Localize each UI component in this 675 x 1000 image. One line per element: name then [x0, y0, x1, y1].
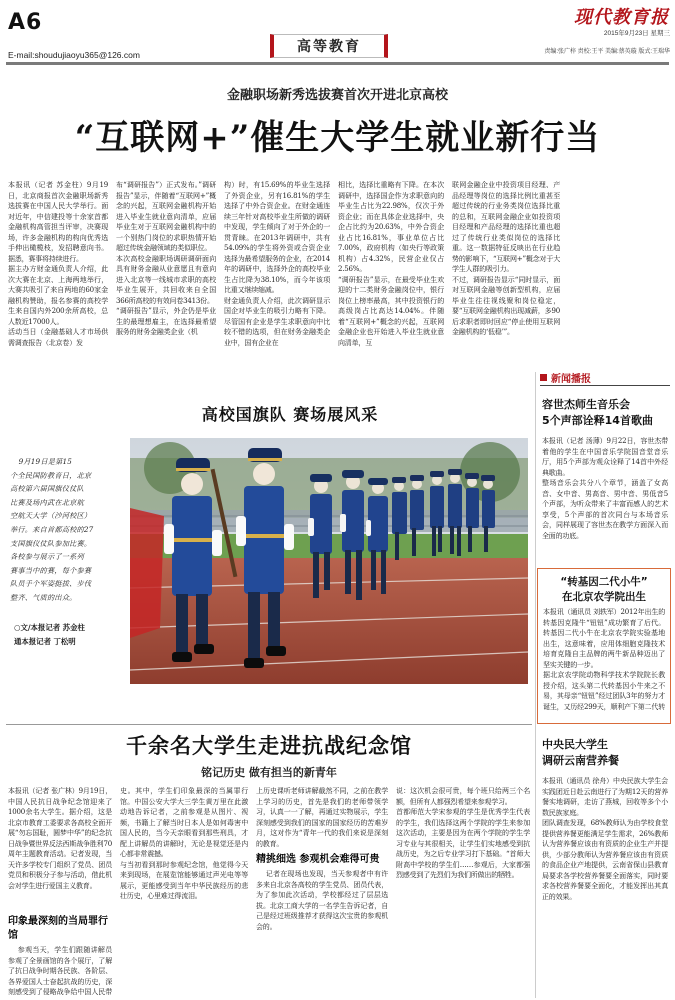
caption-line: 各校参与展示了一系列	[10, 552, 84, 562]
sidebar-divider	[535, 372, 536, 998]
bottom-col3-text: 上历史课听老师讲解截然不同，之前在教学上学习的历史，首先是我们的老师带领学习，认真一一了解，再通过实物展示，学生深刻感受到我们的国家的国家经历的苦难岁月，这对作为“青年一代的我们来说是深刻的教育。	[256, 787, 388, 848]
section-title: 高等教育	[297, 39, 361, 55]
story2-box	[537, 568, 671, 724]
story3-headline-2: 调研云南营养餐	[542, 754, 619, 767]
bottom-subtitle-2: 精挑细选 参观机会难得可贵	[256, 854, 380, 865]
paper-logo: 现代教育报	[574, 7, 669, 28]
photo-headline: 高校国旗队 赛场展风采	[201, 405, 379, 424]
caption-line: 高校第六届国旗仪仗队	[10, 484, 84, 494]
caption-line: 举行。来自首都高校的27	[10, 524, 94, 534]
lead-kicker: 金融职场新秀选拔赛首次开进北京高校	[226, 88, 448, 103]
page-number: A6	[8, 10, 43, 35]
photo-credit-photo: 通本报记者 丁松明	[14, 637, 76, 646]
lead-headline: “互联网+”催生大学生就业新行当	[74, 118, 601, 158]
issue-date: 2015年9月23日 星期三	[603, 30, 670, 37]
bottom-subhead: 铭记历史 做有担当的新青年	[201, 766, 337, 779]
caption-line: 队员手个军姿挺拔、步伐	[10, 579, 92, 589]
bottom-col3-text-b: 记者在现场也发现，当天参观者中有许多来自北京各高校的学生党员、团员代表，为了参加此次活动，学校都经过了层层选拔。北京工商大学的一名学生告诉记者，自己是经过班级推荐才获得这次宝贵的参观机会的。	[256, 870, 388, 931]
story1-kicker: 容世杰师生音乐会	[542, 398, 630, 411]
lead-column-4: 相比，选择比重略有下降。在本次调研中，选择国企作为求职意向的毕业生占比为22.98%，仅次于外资企业；而在具体企业选择中，央企占比约为20.63%，中外合资企业占比16.81%，事业单位占比7.00%，政府机构（如央行等政策机构）占4.32%，民营企业仅占2.56%。 “调研报告”显示，在最受毕业生欢迎的十二类财务金融岗位中，银行岗位上榜率最高，其中投资银行的高级岗占比高达14.04%。伴随着“互联网+”概念的兴起，互联网金融企业也开始进入毕业生就业意向清单，互	[338, 181, 444, 347]
bottom-col1-text-b: 参观当天，学生们跟随讲解员参观了全景画馆的各个展厅，了解了抗日战争时期各民族、各阶层、各界爱国人士奋起抗战的历史，深刻感受到了侵略战争给中国人民带	[8, 946, 112, 996]
header-rule	[6, 62, 669, 65]
page-header	[0, 0, 675, 72]
bottom-column-3	[256, 786, 388, 996]
caption-line: 空航天大学（沙河校区）	[10, 511, 92, 521]
honor-guard-photo	[130, 438, 528, 684]
lead-column-5: 联网金融企业中投资项目经理、产品经理等岗位的选择比例比重甚至超过传统的行业务类岗位选择比重的总和，互联网金融企业如投资项目经理和产品经理的选择比重也超过了传统行业类似岗位的选择比重。这一数据特征反映出在行业趋势的影响下，“互联网+”概念对于大学生人群的吸引力。 不过，调研报告显示“同时显示，面对互联网金融等创新型机构，应届毕业生往往视线聚和岗位稳定，要“互联网金融机构出现减薪，多90后求职者即时回应“停止使用互联网金融机构的‘低稳’”。	[452, 181, 560, 336]
story1-body: 本报讯（记者 汤薄）9月22日，容世杰带着他的学生在中国音乐学院国音堂音乐厅，用5个声部为观众诠释了14首中外经典歌曲。 整场音乐会共分八个章节，涵盖了女高音、女中音、男高音、男中音、男低音5个声部，为听众带来了丰富而感人的艺术享受，5个声部的首次同台与本场音乐会，同样展现了容世杰在教学方面深入而全面的功底。	[542, 437, 668, 540]
caption-line: 比赛及场内武在北京航	[10, 497, 84, 507]
bottom-subtitle-1: 印象最深刻的当局罪行馆	[8, 916, 108, 941]
bottom-headline: 千余名大学生走进抗战纪念馆	[126, 733, 412, 758]
editor-credits: 责编:张广梓 责校:王平 美编:蔡英璇 版式:王瑞华	[544, 49, 670, 55]
lead-column-1: 本报讯（记者 苏金柱）9月19日，北京商报首次金融职场新秀选拔赛在中国人民大学举行。面对近年，中信建投等十余家首都金融机构高管担当评审，决赛现场，许多金融机构的构向优秀选手伸出橄榄枝，发招聘意向书。据悉，赛事将持续进行。 据主办方财金通负责人介绍，此次大赛在北京、上海两地举行，大赛共吸引了来自两地的60家金融机构赞助，报名参赛的高校学生来自国内外200余所高校，总人数近17000人。 活动当日（金融基础人才市场供需调查报告（北京卷）发	[8, 181, 108, 347]
bottom-col1-text: 本报讯（记者 张广林）9月19日，中国人民抗日战争纪念馆迎来了1000余名大学生。据介绍，这是北京市教育工委要求各高校全面开展“勿忘国耻，圆梦中华”的纪念抗日战争暨世界反法西斯战争胜利70周年主题教育活动。记者发现，当天许多学校专门组织了党员、团员党员和积极分子参与活动，借此机会对学生进行爱国主义教育。	[8, 787, 112, 890]
caption-line: 整齐、气质的出众。	[10, 592, 77, 602]
square-bullet-icon	[540, 374, 547, 381]
photo-credit-text: ○文/本报记者 苏金柱	[14, 623, 85, 632]
story2-body: 本报讯（通讯员 刘轶军）2012年出生的转基因克隆牛“钮钮”成功繁育了后代。转基因二代小牛在北京农学院实验基地出生，这意味着，应用体细胞克隆技术培育克隆自主品牌的两牛新品种迈出了坚实关键的一步。 据北京农学院动物科学技术学院院长教授介绍，这头第二代转基因小牛来之不易，其母亲“钮钮”经过团队3年的努力才诞生，又历经299天，顺利产下第二代转	[543, 608, 665, 711]
story2-headline-1: “转基因二代小牛”	[560, 576, 648, 588]
bottom-column-1	[8, 786, 112, 996]
lead-column-3: 构）时，有15.69%的毕业生选择了外资企业，另有16.81%的学生选择了中外合资企业。在财金通连续三年针对高校毕业生所做的调研中发现，学生倾向了对于外企的一贯青睐。在2013年调研中，共有54.09%的学生将外资或合资企业选择为最希望服务的企业，在2014年的调研中，选择外企的高校毕业生占比降为38.10%，而今年该项比重又继续缩减。 财金通负责人介绍，此次调研显示国企对毕业生的吸引力略有下降。尽管国有企业是学生求职意向中比较不错的选项，但在财务金融类企业中，国有企业在	[224, 181, 330, 347]
lead-column-2: 布“调研报告”）正式发布。”调研报告”显示，伴随着“互联网+”概念的兴起，互联网金融机构开始进入毕业生就业意向清单，应届毕业生对于互联网金融机构中的一个别热门岗位的求职热情开始超过传统金融领域的类似职位。 本次高校金融职场调研调研面向具有财务金融从业意愿且有意向进入北京等一线城市求职的高校毕业生展开，共回收来自全国366所高校的有效问卷3413份。 “调研报告”显示，外企仍是毕业生的最理想雇主，在选择最希望服务的财务金融类企业（机	[116, 181, 216, 336]
header-email: E-mail:shoudujiaoyu365@126.com	[8, 50, 140, 60]
story2-headline-2: 在北京农学院出生	[562, 591, 646, 603]
story3-headline-1: 中央民大学生	[542, 738, 608, 751]
news-brief-title: 新闻播报	[551, 374, 591, 385]
bottom-rule	[6, 724, 532, 725]
section-banner	[270, 34, 388, 58]
bottom-column-4: 说：这次机会很可贵，每个班只给两三个名额，但所有人都强烈希望来参观学习。 首都师范大学宋参观的学生是优秀学生代表的学生，我们选择这两个学院的学生来参加这次活动，主要是因为在两个学院的学生学习专业与其很相关，让学生们实地感受到抗战历史，为之后专业学习打下基础。“首师大附高中学校的学生们……参观后，大家都强烈感受到了先烈们为我们所做出的牺牲。	[396, 787, 530, 879]
story3-body: 本报讯（通讯员 徐舟）中央民族大学生会实践团近日赴云南进行了为期12天的营养餐实地调研，走访了燕城，回收等多个小数民族家庭。 团队调查发现，68%教师认为由学校食堂提供营养餐更能满足学生需求，26%教师认为营养餐应该由有资质的企业生产并提供，少部分教师认为营养餐应该由有资质的食品企业产地提供，云南省保山县教育局要求各学校营养餐要全面落实，同时要求各校营养餐要全面化，才能发挥出其真正的效果。	[542, 777, 668, 901]
caption-line: 赛事当中的赛，每个参赛	[10, 565, 92, 575]
caption-line: 9月19日是第15	[18, 457, 73, 466]
bottom-column-2: 史。其中，学生们印象最深的当属罪行馆。中国公安大学大三学生黄万里在此激动地告诉记者，之前参观是从图片、视频，书籍上了解当时日本人是如何毒害中国人民的，当今天亲眼看到那些刑具，才配上讲解员的讲解时，无论是视觉还是内心都非常震撼。 与当初看到那时参观纪念馆，他觉得今天来到现场，在展览馆能够通过声光电等等展示，更能感受到当年中华民族经历的悲壮历史，心里难过得流泪。	[120, 787, 248, 900]
caption-line: 支国旗仪仗队参加比赛。	[10, 538, 92, 548]
story1-headline: 5个声部诠释14首歌曲	[542, 414, 653, 427]
caption-line: 个全民国防教育日，北京	[10, 470, 92, 480]
news-brief-label	[540, 370, 670, 386]
